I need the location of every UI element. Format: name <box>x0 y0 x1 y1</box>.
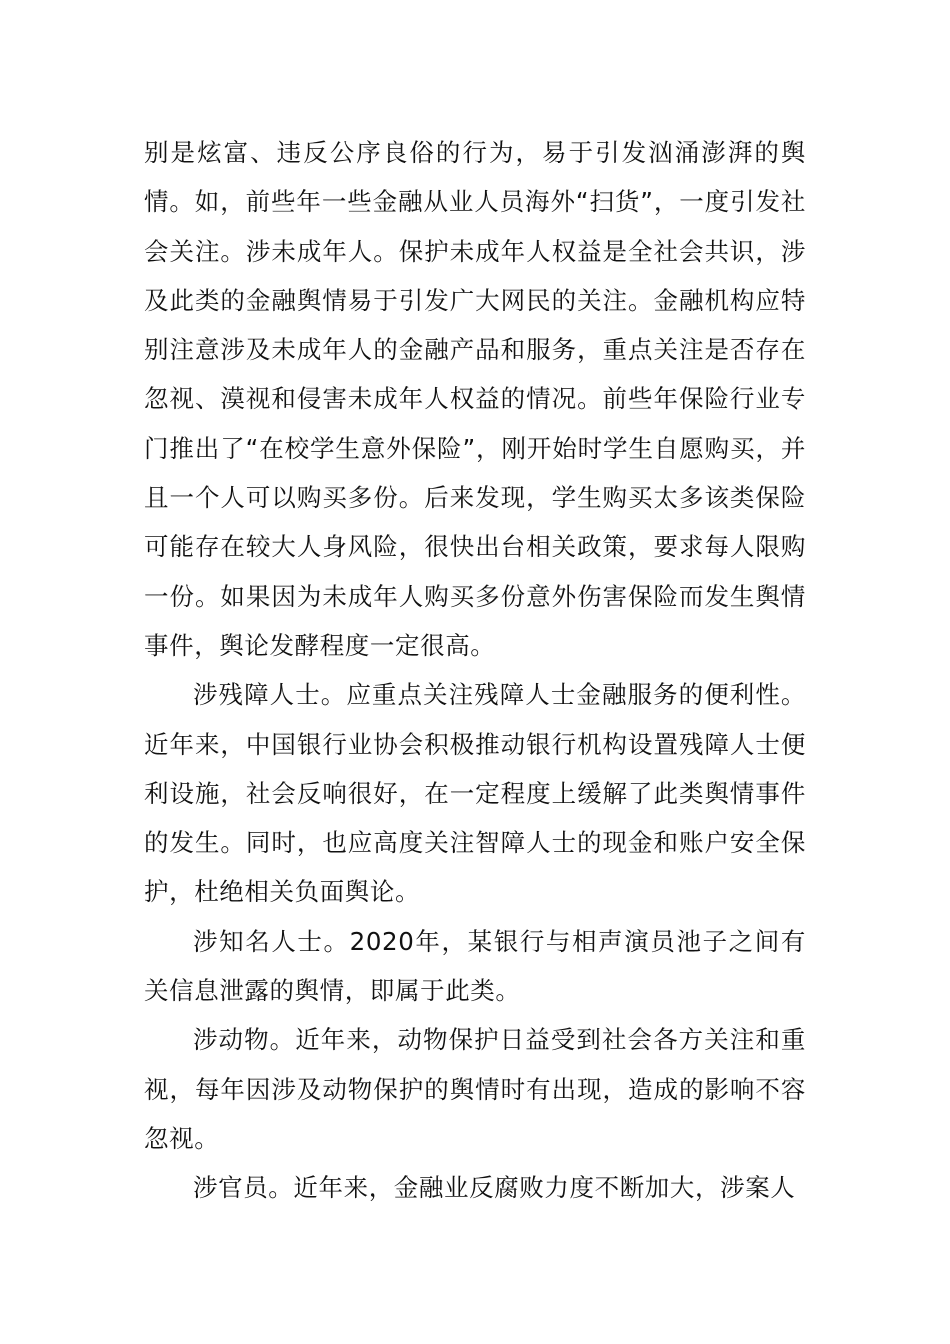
paragraph-celebrities: 涉知名人士。2020年，某银行与相声演员池子之间有关信息泄露的舆情，即属于此类。 <box>144 926 806 1006</box>
document-body <box>144 128 806 1213</box>
paragraph-animals: 涉动物。近年来，动物保护日益受到社会各方关注和重视，每年因涉及动物保护的舆情时有出现，造成的影响不容忽视。 <box>144 1025 806 1153</box>
paragraph-disabled-persons: 涉残障人士。应重点关注残障人士金融服务的便利性。近年来，中国银行业协会积极推动银行机构设置残障人士便利设施，社会反响很好，在一定程度上缓解了此类舆情事件的发生。同时，也应高度关注智障人士的现金和账户安全保护，杜绝相关负面舆论。 <box>144 680 806 907</box>
paragraph-minors: 别是炫富、违反公序良俗的行为，易于引发汹涌澎湃的舆情。如，前些年一些金融从业人员海外“扫货”，一度引发社会关注。涉未成年人。保护未成年人权益是全社会共识，涉及此类的金融舆情易于引发广大网民的关注。金融机构应特别注意涉及未成年人的金融产品和服务，重点关注是否存在忽视、漠视和侵害未成年人权益的情况。前些年保险行业专门推出了“在校学生意外保险”，刚开始时学生自愿购买，并且一个人可以购买多份。后来发现，学生购买太多该类保险可能存在较大人身风险，很快出台相关政策，要求每人限购一份。如果因为未成年人购买多份意外伤害保险而发生舆情事件，舆论发酵程度一定很高。 <box>144 138 806 660</box>
paragraph-officials: 涉官员。近年来，金融业反腐败力度不断加大，涉案人 <box>193 1173 796 1203</box>
